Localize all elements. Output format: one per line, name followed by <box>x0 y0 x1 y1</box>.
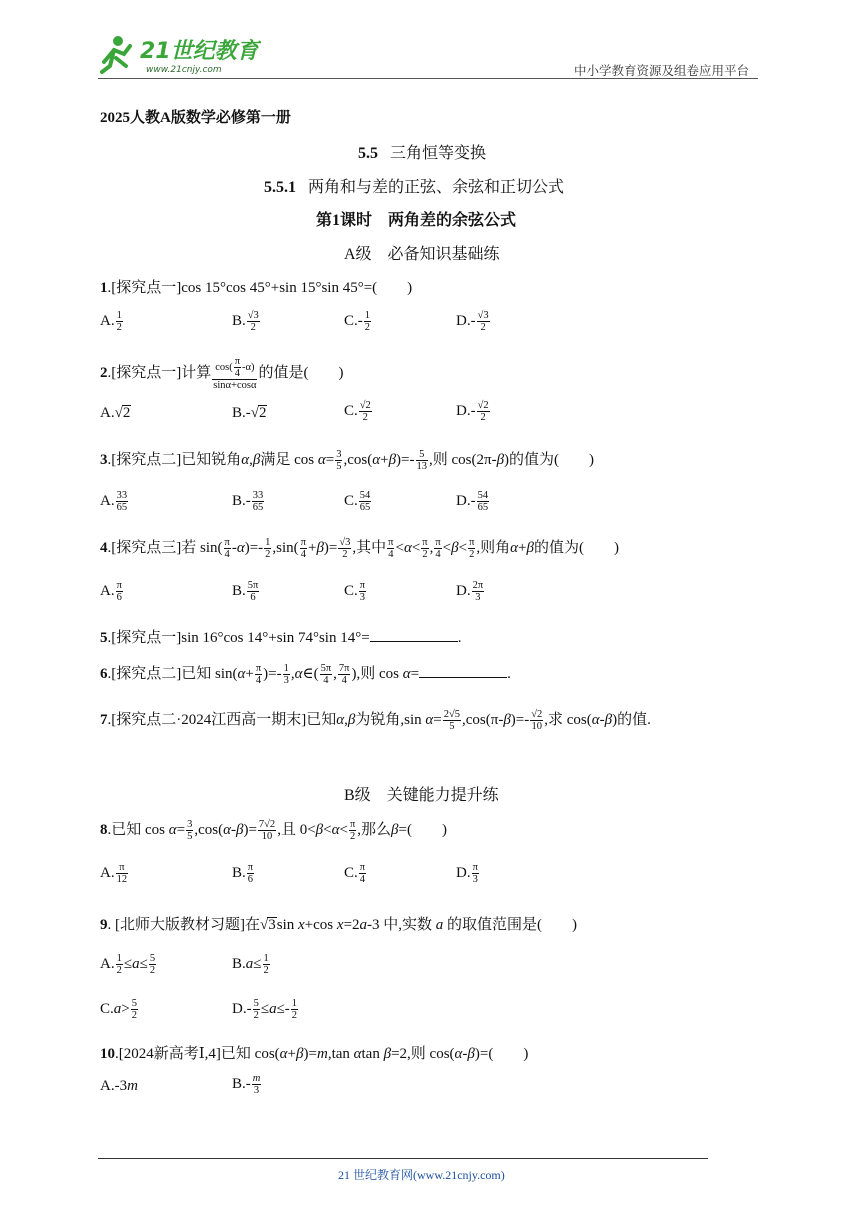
q2-expression-fraction: cos( $\frac{\pi}{4}$ -α) sinα+cosα <box>213 356 257 392</box>
q6-answer-blank <box>419 676 507 678</box>
level-b-heading: B级 关键能力提升练 <box>344 787 499 804</box>
lesson-title: 第1课时 两角差的余弦公式 <box>316 212 517 229</box>
header-platform-text: 中小学教育资源及组卷应用平台 <box>574 63 750 78</box>
q9-option-c: C.a> $\frac{5}{2}$ <box>100 998 137 1022</box>
q9-option-b: B.a≤ $\frac{1}{2}$ <box>232 953 269 977</box>
question-1: 1.[探究点一]cos 15°cos 45°+sin 15°sin 45°=( ) <box>100 280 413 296</box>
logo-runner-icon <box>96 32 261 76</box>
section-heading <box>358 140 486 163</box>
q5-answer-blank <box>370 640 458 642</box>
section-title: 三角恒等变换 <box>390 145 487 162</box>
subsection-heading <box>264 174 564 197</box>
q8-option-b: B. $\frac{\pi}{6}$ <box>232 862 254 886</box>
q4-option-a: A. $\frac{\pi}{6}$ <box>100 580 122 604</box>
question-2: 2.[探究点一]计算 cos( $\frac{\pi}{4}$ -α) sinα+cosα 的值是( ) <box>100 356 344 392</box>
q4-option-d: D. $\frac{2\pi}{3}$ <box>456 580 484 604</box>
q1-option-c: C.- $\frac{1}{2}$ <box>344 310 370 334</box>
q2-option-a: A.√2 <box>100 405 131 421</box>
q8-option-d: D. $\frac{\pi}{3}$ <box>456 862 478 886</box>
footer-divider <box>98 1158 708 1159</box>
subsection-number: 5.5.1 <box>264 179 296 196</box>
q4-option-b: B. $\frac{5\pi}{6}$ <box>232 580 259 604</box>
book-title: 2025人教A版数学必修第一册 <box>100 110 291 126</box>
q3-option-a: A. $\frac{33}{65}$ <box>100 490 128 514</box>
q2-option-c: C. $\frac{√2}{2}$ <box>344 400 371 424</box>
q2-option-b: B.-√2 <box>232 405 267 421</box>
q2-option-d: D.- $\frac{√2}{2}$ <box>456 400 489 424</box>
q3-option-c: C. $\frac{54}{65}$ <box>344 490 371 514</box>
section-number: 5.5 <box>358 145 378 162</box>
level-a-heading: A级 必备知识基础练 <box>344 246 500 263</box>
question-5: 5.[探究点一]sin 16°cos 14°+sin 74°sin 14°= . <box>100 630 462 646</box>
q1-tag: [探究点一] <box>111 280 182 296</box>
question-10: 10.[2024新高考Ⅰ,4]已知 cos(α+β)=m,tan αtan β=2,则 cos(α-β)=( ) <box>100 1046 529 1062</box>
q9-option-d: D.- $\frac{5}{2}$ ≤a≤- $\frac{1}{2}$ <box>232 998 298 1022</box>
question-7: 7.[探究点二·2024江西高一期末]已知α,β为锐角,sin α= $\frac{2√5}{5}$ ,cos(π-β)=- $\frac{√2}{10}$ ,求 cos(α-β)的值. <box>100 709 651 733</box>
question-3: 3.[探究点二]已知锐角α,β满足 cos α= $\frac{3}{5}$ ,cos(α+β)=- $\frac{5}{13}$ ,则 cos(2π-β)的值为( ) <box>100 449 595 473</box>
q9-option-a: A. $\frac{1}{2}$ ≤a≤ $\frac{5}{2}$ <box>100 953 156 977</box>
question-4: 4.[探究点三]若 sin( $\frac{\pi}{4}$ -α)=- $\frac{1}{2}$ ,sin( $\frac{\pi}{4}$ +β)= $\frac{√3}{2}$ ,其中 $\frac{\pi}{4}$ <α< $\frac{\pi}{2}$ , $\frac{\pi}{4}$ <β< $\frac{\pi}{2}$ ,则角α+β的值为( ) <box>100 537 619 561</box>
question-6: 6.[探究点二]已知 sin(α+ $\frac{\pi}{4}$ )=- $\frac{1}{3}$ ,α∈( $\frac{5\pi}{4}$ , $\frac{7\pi}{4}$ ),则 cos α= . <box>100 663 511 687</box>
logo-url: www.21cnjy.com <box>146 65 222 75</box>
q4-option-c: C. $\frac{\pi}{3}$ <box>344 580 366 604</box>
header-divider <box>98 78 758 79</box>
q8-option-a: A. $\frac{\pi}{12}$ <box>100 862 128 886</box>
q3-option-b: B.- $\frac{33}{65}$ <box>232 490 264 514</box>
logo-text: 21世纪教育 <box>140 39 259 64</box>
footer-text: 21 世纪教育网(www.21cnjy.com) <box>338 1168 505 1182</box>
q1-option-a: A. $\frac{1}{2}$ <box>100 310 122 334</box>
q1-option-d: D.- $\frac{√3}{2}$ <box>456 310 489 334</box>
q10-option-a: A.-3m <box>100 1078 138 1094</box>
question-9: 9. [北师大版教材习题]在√3sin x+cos x=2a-3 中,实数 a 的取值范围是( ) <box>100 917 578 933</box>
question-8: 8.已知 cos α= $\frac{3}{5}$ ,cos(α-β)= $\frac{7√2}{10}$ ,且 0<β<α< $\frac{\pi}{2}$ ,那么β=( ) <box>100 819 447 843</box>
subsection-title: 两角和与差的正弦、余弦和正切公式 <box>308 179 565 196</box>
q1-number: 1 <box>100 280 108 296</box>
q10-option-b: B.- $\frac{m}{3}$ <box>232 1073 261 1097</box>
q1-text: cos 15°cos 45°+sin 15°sin 45°=( ) <box>181 280 413 296</box>
q1-option-b: B. $\frac{√3}{2}$ <box>232 310 259 334</box>
logo <box>96 32 261 76</box>
q3-option-d: D.- $\frac{54}{65}$ <box>456 490 489 514</box>
q8-option-c: C. $\frac{\pi}{4}$ <box>344 862 366 886</box>
